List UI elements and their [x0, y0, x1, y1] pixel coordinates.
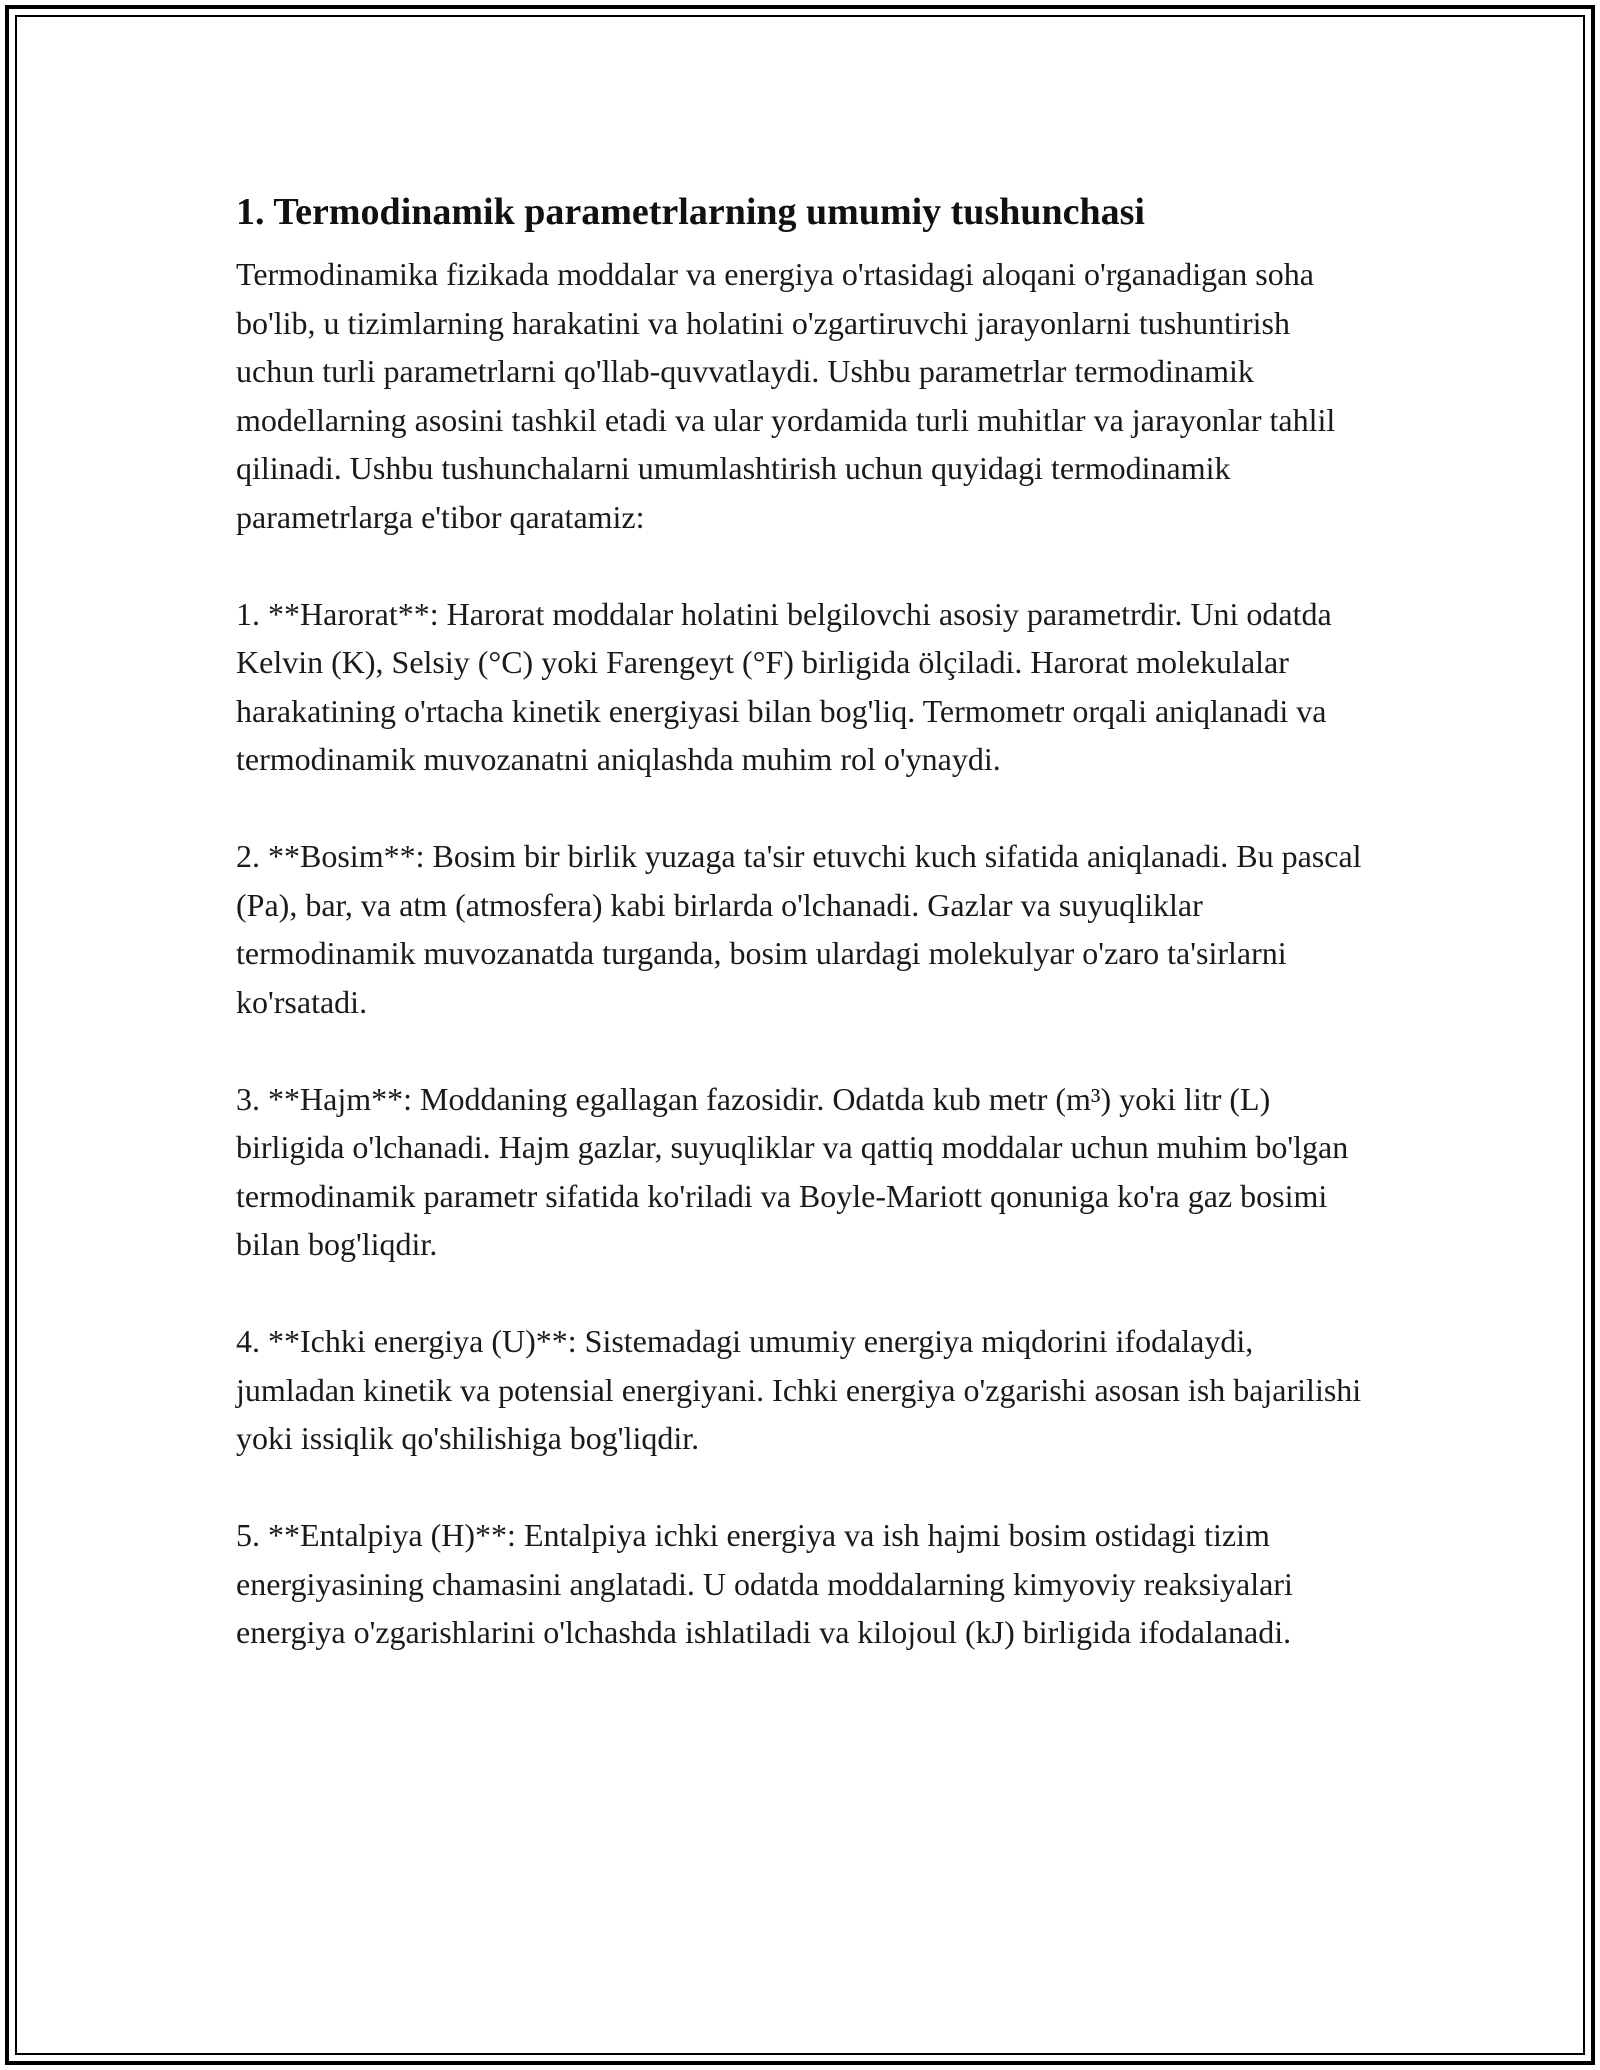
parameter-internal-energy-paragraph: 4. **Ichki energiya (U)**: Sistemadagi umumiy energiya miqdorini ifodalaydi, jumladan kinetik va potensial energiyani. Ichki energiya o'zgarishi asosan ish bajarilishi yoki issiqlik qo'shilishiga bog'liqdir.	[236, 1323, 1362, 1456]
intro-paragraph: Termodinamika fizikada moddalar va energiya o'rtasidagi aloqani o'rganadigan soha bo'lib, u tizimlarning harakatini va holatini o'zgartiruvchi jarayonlarni tushuntirish uchun turli parametrlarni qo'llab-quvvatlaydi. Ushbu parametrlar termodinamik modellarning asosini tashkil etadi va ular yordamida turli muhitlar va jarayonlar tahlil qilinadi. Ushbu tushunchalarni umumlashtirish uchun quyidagi termodinamik parametrlarga e'tibor qaratamiz:	[236, 256, 1336, 535]
parameter-enthalpy-paragraph: 5. **Entalpiya (H)**: Entalpiya ichki energiya va ish hajmi bosim ostidagi tizim energiyasining chamasini anglatadi. U odatda moddalarning kimyoviy reaksiyalari energiya o'zgarishlarini o'lchashda ishlatiladi va kilojoul (kJ) birligida ifodalanadi.	[236, 1517, 1293, 1650]
parameter-pressure-paragraph: 2. **Bosim**: Bosim bir birlik yuzaga ta'sir etuvchi kuch sifatida aniqlanadi. Bu pascal (Pa), bar, va atm (atmosfera) kabi birlarda o'lchanadi. Gazlar va suyuqliklar termodinamik muvozanatda turganda, bosim ulardagi molekulyar o'zaro ta'sirlarni ko'rsatadi.	[236, 838, 1362, 1020]
section-heading: 1. Termodinamik parametrlarning umumiy tushunchasi	[236, 191, 1145, 233]
parameter-volume-paragraph: 3. **Hajm**: Moddaning egallagan fazosidir. Odatda kub metr (m³) yoki litr (L) birligida o'lchanadi. Hajm gazlar, suyuqliklar va qattiq moddalar uchun muhim bo'lgan termodinamik parametr sifatida ko'riladi va Boyle-Mariott qonuniga ko'ra gaz bosimi bilan bog'liqdir.	[236, 1080, 1349, 1262]
parameter-temperature-paragraph: 1. **Harorat**: Harorat moddalar holatini belgilovchi asosiy parametrdir. Uni odatda Kelvin (K), Selsiy (°C) yoki Farengeyt (°F) birligida ölçiladi. Harorat molekulalar harakatining o'rtacha kinetik energiyasi bilan bog'liq. Termometr orqali aniqlanadi va termodinamik muvozanatni aniqlashda muhim rol o'ynaydi.	[236, 595, 1332, 777]
document-body	[236, 186, 1376, 1705]
